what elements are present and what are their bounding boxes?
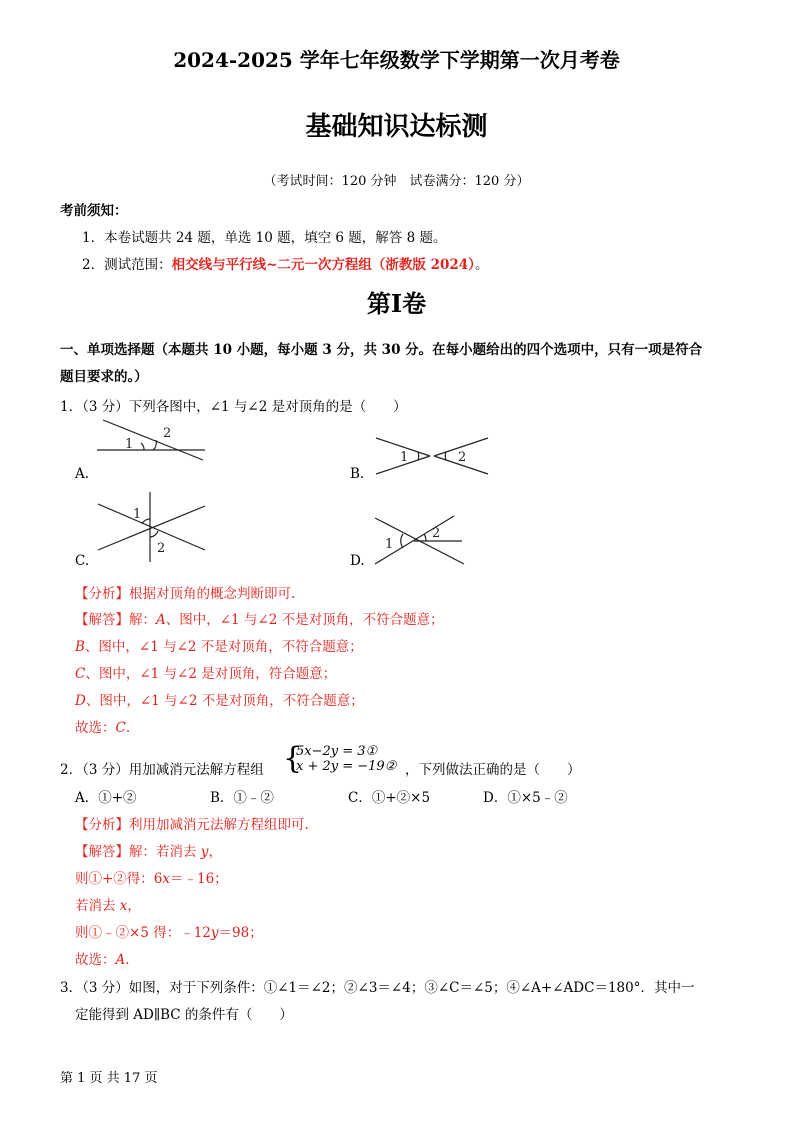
q1-label-a: A. <box>75 466 90 482</box>
q2-step2-prefix: 若消去 <box>75 898 120 914</box>
q2-solution-head-end: ， <box>208 844 222 860</box>
notice-item-1: 1．本卷试题共 24 题，单选 10 题，填空 6 题，解答 8 题。 <box>82 230 447 246</box>
q1-figure-d <box>372 508 467 568</box>
q1-d-angle1-arc <box>401 534 403 548</box>
q1-sol2-text: 、图中，∠1 与∠2 不是对顶角，不符合题意； <box>84 639 363 655</box>
q1-d-angle2-arc <box>424 534 426 541</box>
q2-step1-prefix: 则①+②得：6 <box>75 871 163 887</box>
q1-sol1-text: 、图中，∠1 与∠2 不是对顶角，不符合题意； <box>165 612 444 628</box>
notice-item-2-prefix: 2．测试范围： <box>82 257 172 273</box>
exam-info: （考试时间：120 分钟 试卷满分：120 分） <box>263 174 530 189</box>
q1-solution-head: 【解答】解： <box>75 612 156 628</box>
q2-solution-head <box>75 840 222 860</box>
q1-b-label-1: 1 <box>400 450 409 465</box>
q2-option-a: A．①+② <box>75 790 137 806</box>
q1-label-d: D. <box>350 553 365 569</box>
q1-choice-suffix: . <box>125 720 131 736</box>
q2-choice <box>75 948 130 968</box>
q2-choice-suffix: . <box>125 952 130 968</box>
q1-b-label-2: 2 <box>458 450 467 465</box>
q1-choice-prefix: 故选： <box>75 720 116 736</box>
q1-label-c: C. <box>75 553 90 569</box>
section1-heading-line1: 一、单项选择题（本题共 10 小题，每小题 3 分，共 30 分。在每小题给出的四个选项中，只有一项是符合 <box>60 342 703 358</box>
notice-heading: 考前须知： <box>60 203 128 219</box>
test-range: 相交线与平行线~二元一次方程组（浙教版 2024） <box>171 257 475 273</box>
q1-b-angle2-arc <box>445 452 446 460</box>
q2-solution-head-text: 【解答】解：若消去 <box>75 844 201 860</box>
section1-heading-line2: 题目要求的。） <box>60 369 148 385</box>
q2-analysis: 【分析】利用加减消元法解方程组即可. <box>75 817 309 833</box>
q2-step2-var: x <box>119 898 128 914</box>
q2-step-3 <box>75 921 263 941</box>
q1-a-slant-line <box>103 420 203 460</box>
q1-a-angle2-arc <box>153 440 156 450</box>
page-number: 第 1 页 共 17 页 <box>60 1071 158 1086</box>
q1-sol1-letter: A <box>156 612 166 628</box>
q1-sol3-text: 、图中，∠1 与∠2 是对顶角，符合题意； <box>85 666 337 682</box>
q1-figure-c <box>95 490 210 565</box>
notice-item-2-suffix: 。 <box>474 257 489 273</box>
notice-item-2 <box>82 253 488 273</box>
q2-stem-prefix: 2．（3 分）用加减消元法解方程组 <box>60 762 264 778</box>
q2-step-1 <box>75 867 228 887</box>
q1-sol2-letter: B <box>75 639 85 655</box>
q1-analysis: 【分析】根据对顶角的概念判断即可. <box>75 586 296 602</box>
q2-step2-suffix: ， <box>127 898 141 914</box>
q2-solution-var-y: y <box>200 844 209 860</box>
q2-choice-prefix: 故选： <box>75 952 116 968</box>
q2-equation-1: 5x−2y = 3① <box>296 744 378 759</box>
q2-brace: { <box>283 741 303 776</box>
q2-step-2 <box>75 894 141 914</box>
part-title: 第I卷 <box>366 289 427 318</box>
q1-a-label-1: 1 <box>125 437 134 452</box>
q1-c-label-1: 1 <box>133 507 142 522</box>
q1-sol4-letter: D <box>75 693 86 709</box>
q1-figure-a <box>95 418 210 463</box>
q1-figure-b <box>372 430 492 478</box>
q2-step3-prefix: 则①﹣②×5 得：﹣12 <box>75 925 211 941</box>
q1-stem: 1．（3 分）下列各图中，∠1 与∠2 是对顶角的是（ ） <box>60 399 407 415</box>
q1-solution-line1 <box>75 608 444 628</box>
exam-title: 2024-2025 学年七年级数学下学期第一次月考卷 <box>173 48 620 72</box>
q1-choice <box>75 716 130 736</box>
q2-step3-var: y <box>210 925 219 941</box>
q1-solution-line4 <box>75 689 364 709</box>
q2-choice-letter: A <box>115 952 126 968</box>
q2-step3-suffix: ＝98； <box>218 925 263 941</box>
q1-solution-line2 <box>75 635 363 655</box>
q1-d-label-2: 2 <box>432 526 441 541</box>
q2-step1-suffix: ＝﹣16； <box>170 871 228 887</box>
q1-a-angle1-arc <box>141 443 144 450</box>
q3-stem-line1: 3．（3 分）如图，对于下列条件：①∠1＝∠2；②∠3＝∠4；③∠C＝∠5；④∠A+∠ADC＝180°．其中一 <box>60 980 695 996</box>
q2-step1-var: x <box>162 871 171 887</box>
q1-c-label-2: 2 <box>157 541 166 556</box>
q1-sol3-letter: C <box>75 666 86 682</box>
q1-b-angle1-arc <box>418 452 419 460</box>
q2-option-c: C．①+②×5 <box>348 790 431 806</box>
q2-stem-suffix: ，下列做法正确的是（ ） <box>405 762 581 778</box>
q3-stem-line2: 定能得到 AD∥BC 的条件有（ ） <box>75 1007 293 1023</box>
q1-d-label-1: 1 <box>385 537 394 552</box>
q1-choice-letter: C <box>115 720 126 736</box>
q1-label-b: B. <box>350 466 365 482</box>
q2-option-b: B．①﹣② <box>210 790 274 806</box>
q1-sol4-text: 、图中，∠1 与∠2 不是对顶角，不符合题意； <box>85 693 364 709</box>
exam-subtitle: 基础知识达标测 <box>305 112 488 142</box>
q2-option-d: D．①×5﹣② <box>483 790 568 806</box>
q1-solution-line3 <box>75 662 336 682</box>
q2-equation-2: x + 2y = −19② <box>296 759 397 774</box>
q1-a-label-2: 2 <box>163 426 172 441</box>
q1-c-angle2-arc <box>150 531 158 537</box>
